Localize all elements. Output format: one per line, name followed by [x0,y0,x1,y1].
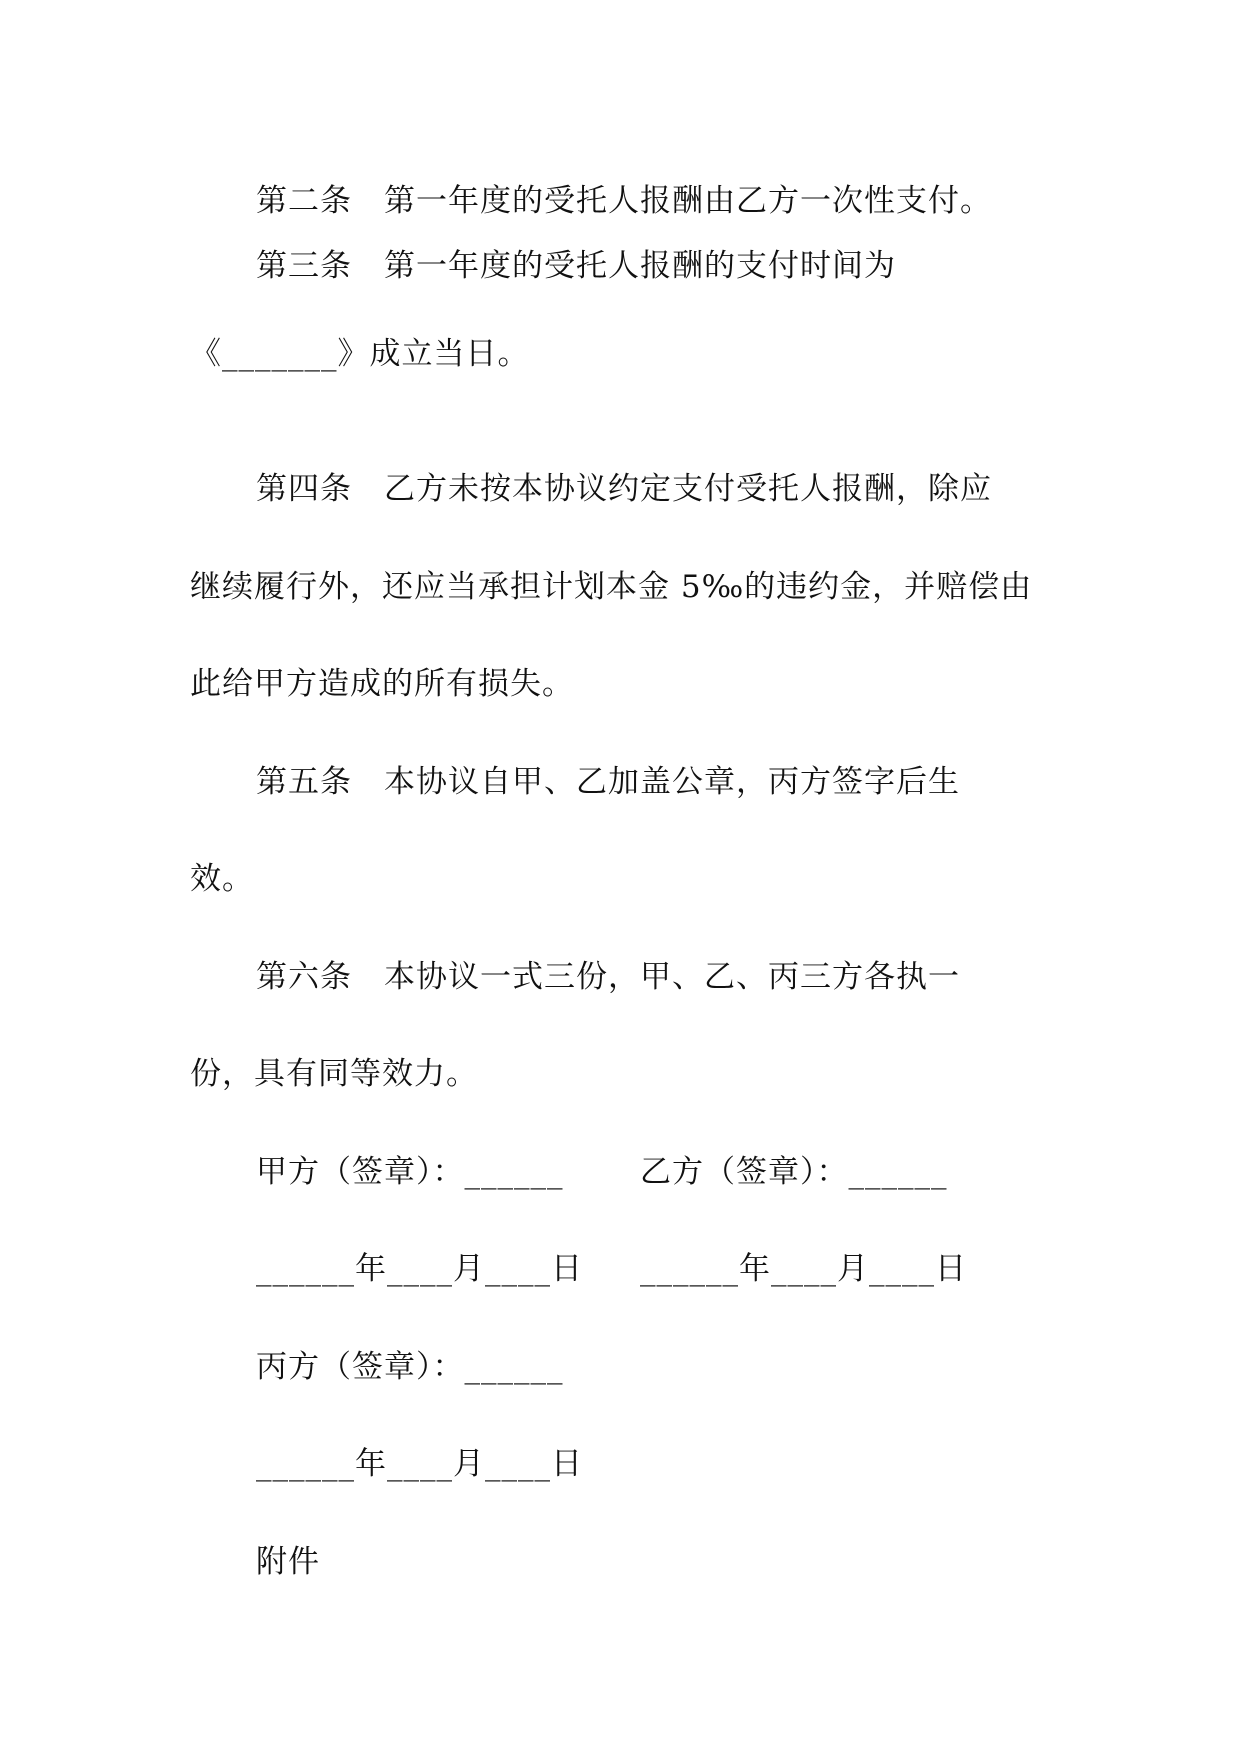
clause-5: 第五条 本协议自甲、乙加盖公章，丙方签字后生 [256,764,960,800]
attachment-heading: 附件 [256,1544,320,1580]
clause-5-continued: 效。 [190,861,254,897]
party-c-date: ______年____月____日 [256,1446,583,1482]
clause-3-continued: 《_______》成立当日。 [190,336,530,372]
clause-3: 第三条 第一年度的受托人报酬的支付时间为 [256,248,896,284]
clause-2: 第二条 第一年度的受托人报酬由乙方一次性支付。 [256,183,992,219]
party-c-signature: 丙方（签章）：______ [256,1349,564,1385]
clause-6: 第六条 本协议一式三份，甲、乙、丙三方各执一 [256,959,960,995]
clause-4: 第四条 乙方未按本协议约定支付受托人报酬，除应 [256,471,992,507]
clause-6-continued: 份，具有同等效力。 [190,1056,478,1092]
party-b-date: ______年____月____日 [640,1251,967,1287]
clause-4-continued-1: 继续履行外，还应当承担计划本金 5‰的违约金，并赔偿由 [190,569,1033,605]
party-a-date: ______年____月____日 [256,1251,583,1287]
party-b-signature: 乙方（签章）：______ [640,1154,948,1190]
party-a-signature: 甲方（签章）：______ [256,1154,564,1190]
clause-4-continued-2: 此给甲方造成的所有损失。 [190,666,574,702]
